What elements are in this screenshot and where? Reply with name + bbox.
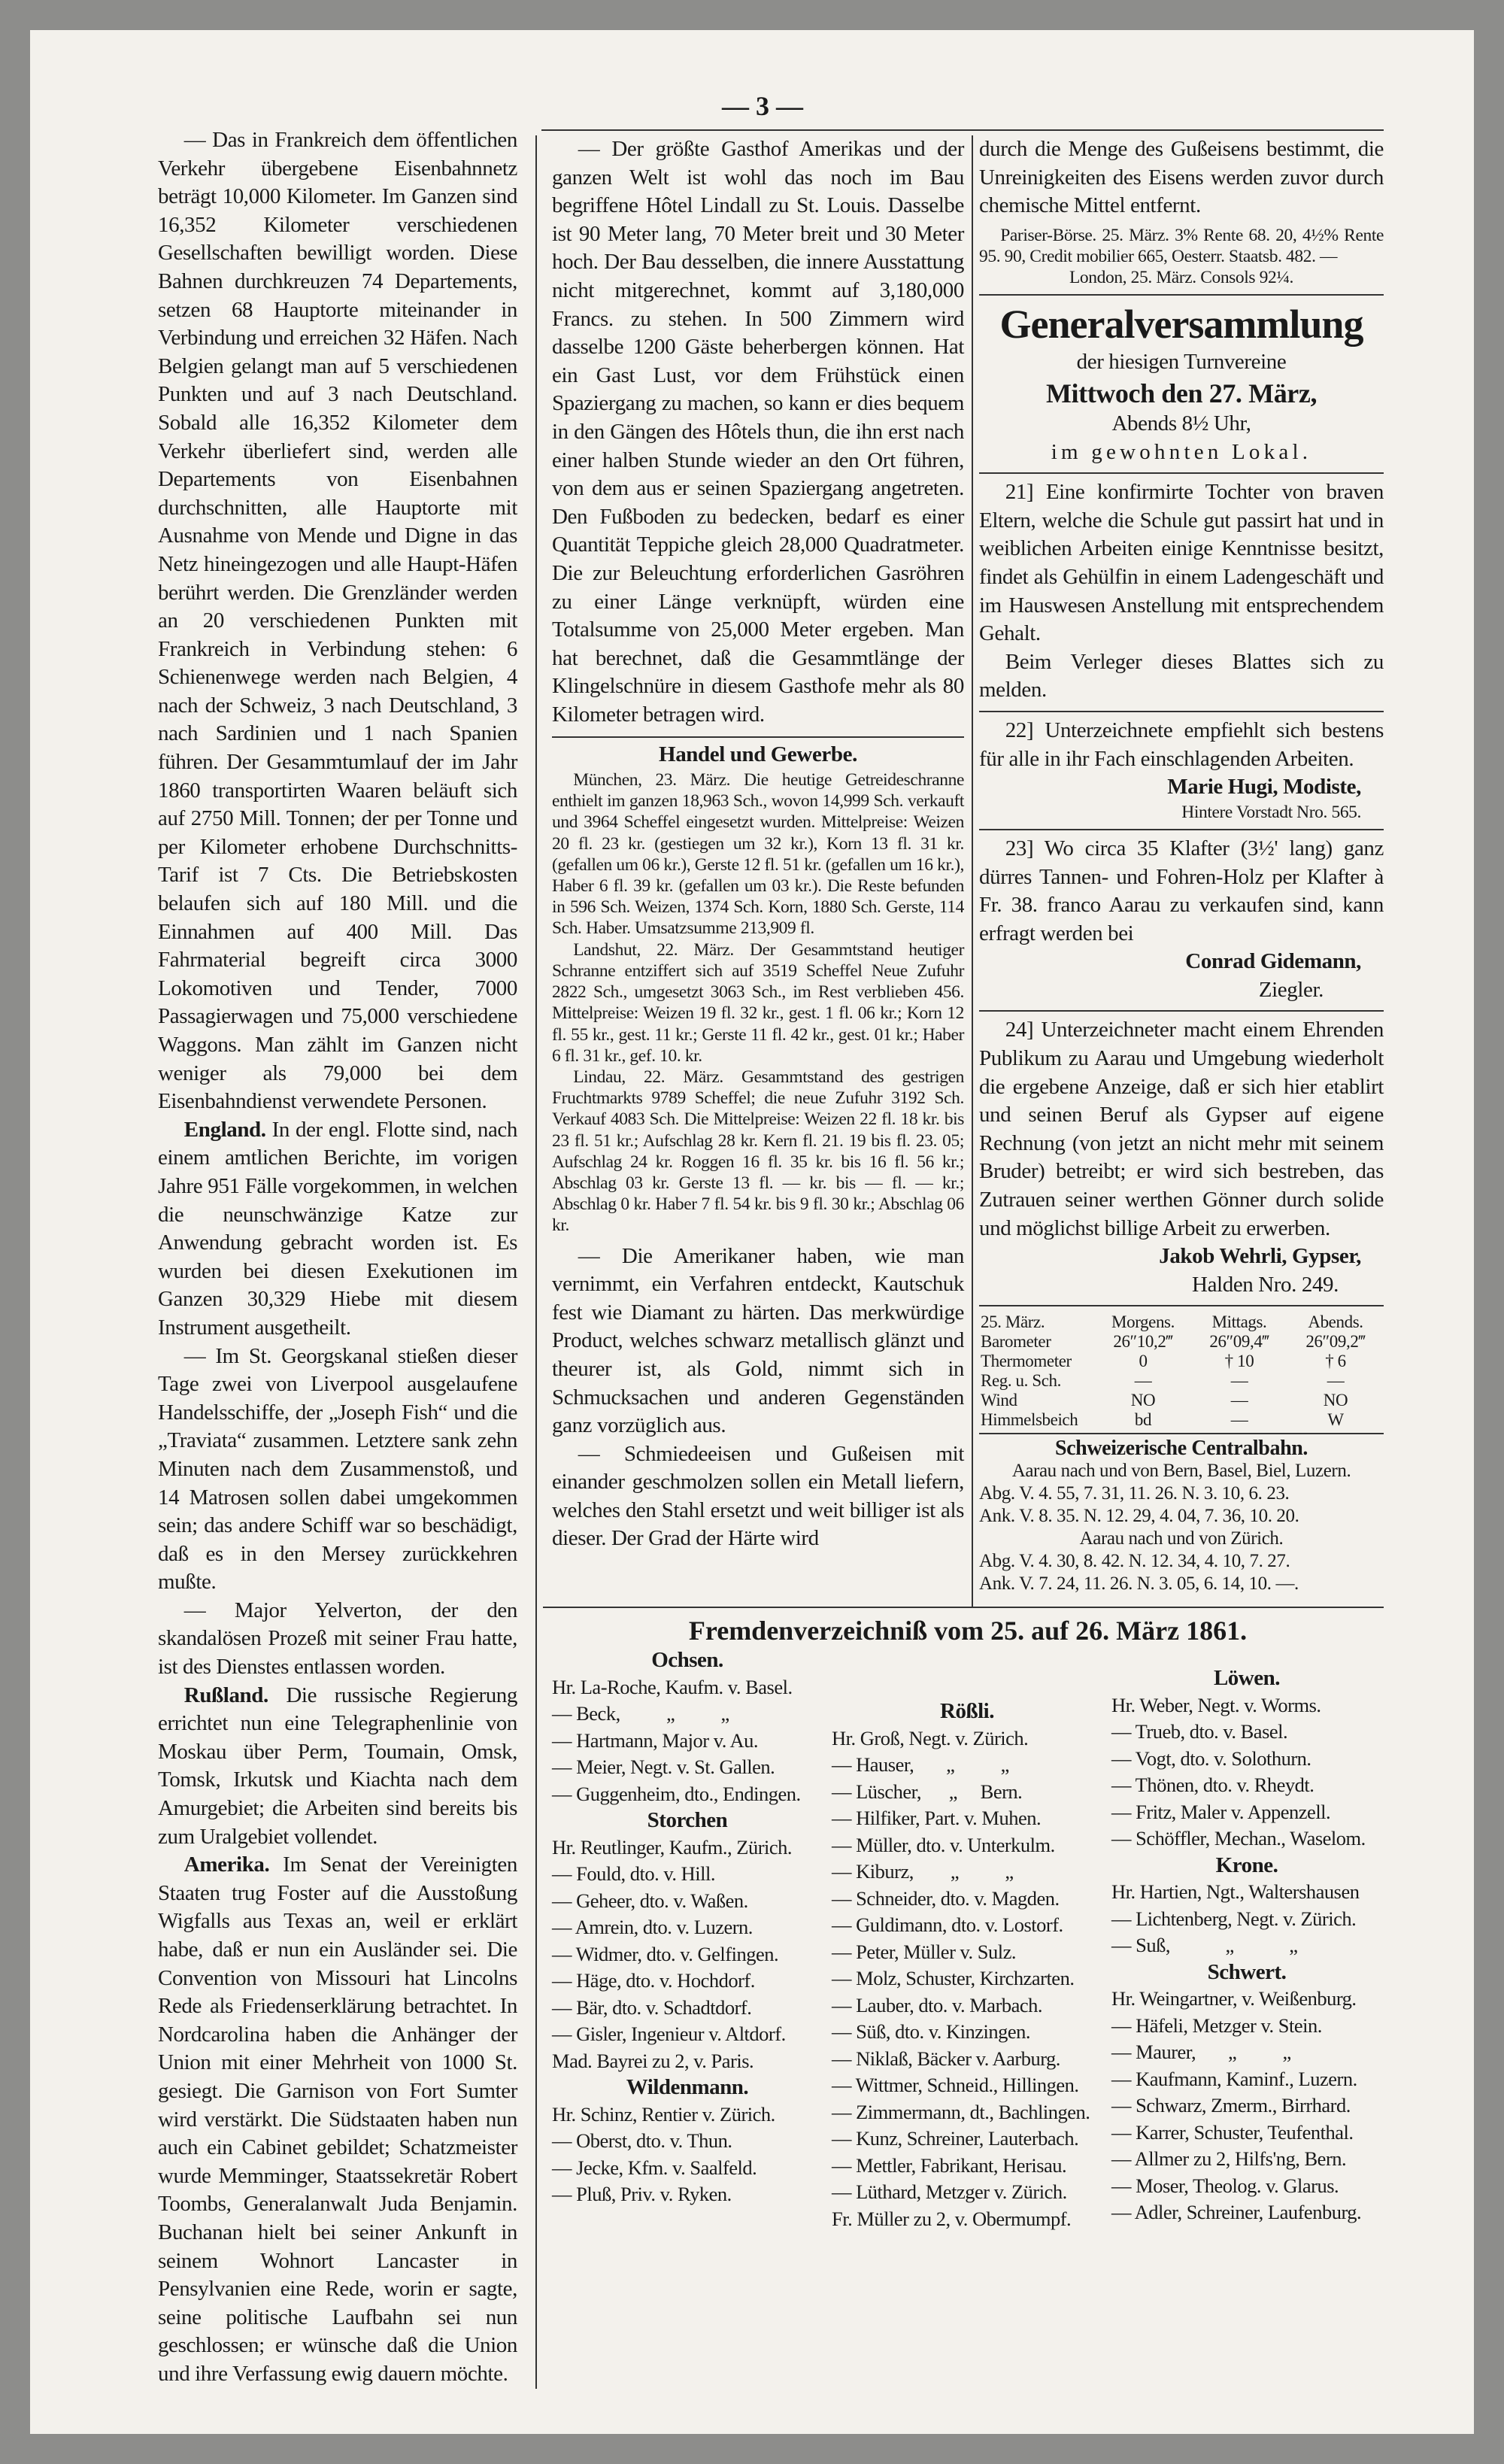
- guest-entry: — Süß, dto. v. Kinzingen.: [832, 2020, 1031, 2043]
- guest-entry: — Allmer zu 2, Hilfs'ng, Bern.: [1111, 2147, 1347, 2170]
- rail-route: Aarau nach und von Zürich.: [1079, 1528, 1284, 1549]
- cell: 26″09,4‴: [1209, 1332, 1269, 1352]
- rail-arrivals: Ank. V. 7. 24, 11. 26. N. 3. 05, 6. 14, 10. —.: [979, 1573, 1299, 1595]
- hotel-heading: Ochsen.: [651, 1648, 723, 1672]
- article-georgskanal: — Im St. Georgskanal stießen dieser Tage zwei von Liverpool ausgelaufene Handelsschiffe, der „Joseph Fish“ und die „Traviata“ zusammen. Letztere sank zehn Minuten nach dem Zusammenstoß, und 14 Matrosen sollen dabei umgekommen sein; das andere Schiff war so beschädigt, daß es in den Mersey zurückkehren mußte.: [158, 1343, 517, 1595]
- guest-entry: — Lüscher, „ Bern.: [832, 1780, 1023, 1803]
- ad-title: Generalversammlung: [999, 302, 1363, 347]
- cell: † 6: [1325, 1352, 1346, 1371]
- guest-entry: — Niklaß, Bäcker v. Aarburg.: [832, 2047, 1060, 2070]
- guest-entry: — Bär, dto. v. Schadtdorf.: [552, 1995, 752, 2019]
- hotel-heading: Rößli.: [940, 1699, 994, 1723]
- guest-column: [1111, 1665, 1382, 2226]
- guest-entry: — Hartmann, Major v. Au.: [552, 1728, 759, 1752]
- column-divider-2: [972, 135, 973, 1607]
- header-cell: Mittags.: [1211, 1312, 1267, 1332]
- weather-row: [979, 1332, 1384, 1352]
- column-3: [979, 135, 1384, 1595]
- guest-entry: — Schwarz, Zmerm., Birrhard.: [1111, 2094, 1351, 2117]
- hotel-heading: Schwert.: [1207, 1959, 1287, 1984]
- guest-column: [552, 1647, 823, 2208]
- guest-entry: — Beck, „ „: [552, 1702, 729, 1725]
- guest-entry: — Guggenheim, dto., Endingen.: [552, 1782, 801, 1805]
- guest-entry: Hr. Reutlinger, Kaufm., Zürich.: [552, 1835, 793, 1859]
- guest-entry: — Molz, Schuster, Kirchzarten.: [832, 1967, 1075, 1989]
- cell: —: [1230, 1410, 1248, 1430]
- cell: W: [1327, 1410, 1344, 1430]
- ad-24: [979, 1012, 1384, 1306]
- fremden-title: Fremdenverzeichniß vom 25. auf 26. März 1861.: [688, 1616, 1248, 1646]
- ad-signature: Marie Hugi, Modiste,: [1167, 775, 1361, 800]
- article-schmiedeeisen: — Schmiedeeisen und Gußeisen mit einander geschmolzen sollen ein Metall liefern, welches den Stahl ersetzt und weit billiger ist als dieser. Der Grad der Härte wird: [552, 1441, 964, 1551]
- fremden-rule: [543, 1607, 1384, 1608]
- cell: † 10: [1224, 1352, 1254, 1371]
- guest-entry: — Kunz, Schreiner, Lauterbach.: [832, 2127, 1079, 2150]
- guest-entry: — Wittmer, Schneid., Hillingen.: [832, 2074, 1079, 2096]
- article-text: Im Senat der Vereinigten Staaten trug Foster auf die Ausstoßung Wigfalls aus Texas an, weil er erklärt habe, daß er nun ein Ausländer sei. Die Convention von Missouri hat Lincolns Rede als Friedenserklärung betrachtet. In Nordcarolina haben die Anhänger der Union mit einer Mehrheit von 1000 St. gesiegt. Die Garnison von Fort Sumter wird verstärkt. Die Südstaaten haben nun auch ein Cabinet gebildet; Schatzmeister wurde Memminger, Staatssekretär Robert Toombs, Generalanwalt Juda Benjamin. Buchanan hielt bei seiner Ankunft in seinem Wohnort Lancaster in Pensylvanien eine Rede, worin er sagte, seine politische Laufbahn sei nun geschlossen; er wünsche daß die Union und ihre Verfassung ewig dauern möchte.: [158, 1853, 517, 2386]
- rail-departures: Abg. V. 4. 55, 7. 31, 11. 26. N. 3. 10, 6. 23.: [979, 1483, 1290, 1504]
- hotel-heading: Krone.: [1215, 1853, 1278, 1877]
- header-cell: 25. März.: [981, 1312, 1045, 1332]
- page-number: — 3 —: [722, 91, 803, 121]
- cell: 26″09,2‴: [1305, 1332, 1366, 1352]
- guest-entry: — Thönen, dto. v. Rheydt.: [1111, 1774, 1314, 1796]
- header-rule: [541, 129, 1384, 131]
- article-yelverton: — Major Yelverton, der den skandalösen Prozeß mit seiner Frau hatte, ist des Dienstes entlassen worden.: [158, 1598, 517, 1680]
- fremdenverzeichnis: [552, 1614, 1384, 2232]
- rail-route: Aarau nach und von Bern, Basel, Biel, Luzern.: [1011, 1461, 1351, 1482]
- guest-entry: — Lauber, dto. v. Marbach.: [832, 1993, 1043, 2016]
- ad-text: Beim Verleger dieses Blattes sich zu melden.: [979, 649, 1384, 702]
- weather-header-row: [979, 1312, 1384, 1332]
- guest-entry: — Hilfiker, Part. v. Muhen.: [832, 1807, 1042, 1829]
- article-kautschuk: — Die Amerikaner haben, wie man vernimmt, ein Verfahren entdeckt, Kautschuk fest wie Diamant zu härten. Das merkwürdige Product, welches schwarz metallisch glänzt und theurer ist, als Gold, nimmt sich in Schmucksachen und anderen Gegenständen ganz vorzüglich aus.: [552, 1243, 964, 1438]
- guest-entry: — Müller, dto. v. Unterkulm.: [832, 1833, 1055, 1856]
- country-heading: Rußland.: [183, 1683, 268, 1707]
- guest-entry: — Peter, Müller v. Sulz.: [832, 1940, 1017, 1963]
- guest-entry: Hr. Groß, Negt. v. Zürich.: [832, 1726, 1029, 1749]
- column-2: [552, 135, 964, 1553]
- country-heading: Amerika.: [183, 1853, 270, 1877]
- article-england: [158, 1116, 517, 1343]
- ad-time: Abends 8½ Uhr,: [1111, 411, 1251, 435]
- cell: NO: [1130, 1391, 1156, 1410]
- ad-text: 24] Unterzeichneter macht einem Ehrenden Publikum zu Aarau und Umgebung wiederholt die ergebene Anzeige, daß er sich hier etablirt und seinen Beruf als Gypser auf eigene Rechnung (von jetzt an nicht mehr mit seinem Bruder) betreibt; er wird sich bestreben, das Zutrauen seiner werthen Gönner durch solide und möglichst billige Arbeit zu erwerben.: [979, 1018, 1384, 1240]
- country-heading: England.: [183, 1117, 266, 1142]
- guest-entry: — Lichtenberg, Negt. v. Zürich.: [1111, 1907, 1357, 1930]
- ad-address: Hintere Vorstadt Nro. 565.: [1181, 802, 1361, 822]
- market-muenchen: München, 23. März. Die heutige Getreideschranne enthielt im ganzen 18,963 Sch., wovon 14,999 Sch. verkauft und 3964 Scheffel eingesetzt wurden. Mittelpreise: Weizen 20 fl. 23 kr. (gestiegen um 32 kr.), Korn 13 fl. 31 kr. (gefallen um 06 kr.), Gerste 12 fl. 51 kr. (gefallen um 16 kr.), Haber 6 fl. 39 kr. (gefallen um 03 kr.). Die Reste befunden in 596 Sch. Weizen, 1374 Sch. Korn, 1880 Sch. Gerste, 114 Sch. Haber. Umsatzsumme 213,909 fl.: [552, 770, 964, 939]
- guest-entry: — Kaufmann, Kaminf., Luzern.: [1111, 2067, 1357, 2090]
- guest-entry: — Häfeli, Metzger v. Stein.: [1111, 2013, 1322, 2037]
- guest-entry: — Mettler, Fabrikant, Herisau.: [832, 2153, 1067, 2177]
- cell: —: [1230, 1391, 1248, 1410]
- ad-place: im gewohnten Lokal.: [1051, 439, 1312, 464]
- guest-entry: — Maurer, „ „: [1111, 2041, 1291, 2063]
- guest-entry: — Oberst, dto. v. Thun.: [552, 2129, 732, 2152]
- cell: —: [1134, 1371, 1152, 1391]
- guest-entry: Hr. Weingartner, v. Weißenburg.: [1111, 1987, 1357, 2010]
- hotel-heading: Wildenmann.: [626, 2075, 749, 2099]
- article-russland: [158, 1682, 517, 1852]
- guest-entry: — Gisler, Ingenieur v. Altdorf.: [552, 2022, 786, 2045]
- guest-entry: — Hauser, „ „: [832, 1753, 1009, 1776]
- hotel-heading: Löwen.: [1213, 1666, 1281, 1690]
- guest-entry: — Pluß, Priv. v. Ryken.: [552, 2183, 732, 2205]
- rail-arrivals: Ank. V. 8. 35. N. 12. 29, 4. 04, 7. 36, 10. 20.: [979, 1506, 1299, 1527]
- guest-entry: — Karrer, Schuster, Teufenthal.: [1111, 2120, 1354, 2144]
- ad-date: Mittwoch den 27. März,: [1045, 378, 1318, 408]
- guest-entry: Hr. La-Roche, Kaufm. v. Basel.: [552, 1675, 793, 1698]
- ad-text: 21] Eine konfirmirte Tochter von braven Eltern, welche die Schule gut passirt hat und in weiblichen Arbeiten einige Kenntnisse besitzt, findet als Gehülfin in einem Ladengeschäft und im Hauswesen Anstellung mit entsprechendem Gehalt.: [979, 480, 1384, 646]
- guest-entry: — Fritz, Maler v. Appenzell.: [1111, 1800, 1331, 1823]
- weather-row: [979, 1371, 1384, 1391]
- market-lindau: Lindau, 22. März. Gesammtstand des gestrigen Fruchtmarkts 9789 Scheffel; die neue Zufuhr 3192 Sch. Verkauf 4083 Sch. Die Mittelpreise: Weizen 22 fl. 18 kr. bis 23 fl. 51 kr.; Aufschlag 28 kr. Kern fl. 21. 19 bis fl. 23. 05; Aufschlag 24 kr. Roggen 16 fl. 35 kr. bis 16 fl. 56 kr.; Abschlag 03 kr. Gerste 13 fl. — kr. bis — fl. — kr.; Abschlag 0 kr. Haber 7 fl. 54 kr. bis 9 fl. 30 kr.; Abschlag 06 kr.: [552, 1067, 964, 1236]
- guest-entry: — Schneider, dto. v. Magden.: [832, 1886, 1060, 1910]
- boerse-london: London, 25. März. Consols 92¼.: [1069, 268, 1294, 288]
- column-1: [158, 126, 517, 2389]
- cell: —: [1230, 1371, 1248, 1391]
- article-amerika: [158, 1851, 517, 2388]
- section-rule: [552, 736, 964, 738]
- ad-text: 23] Wo circa 35 Klafter (3½' lang) ganz dürres Tannen- und Fohren-Holz per Klafter à Fr. 38. franco Aarau zu verkaufen sind, kann erfragt werden bei: [979, 836, 1384, 945]
- guest-entry: Hr. Hartien, Ngt., Waltershausen: [1111, 1880, 1360, 1903]
- ad-23: [979, 830, 1384, 1012]
- article-hotel-lindall: — Der größte Gasthof Amerikas und der ganzen Welt ist wohl das noch im Bau begriffene Hôtel Lindall zu St. Louis. Dasselbe ist 90 Meter lang, 70 Meter breit und 30 Meter hoch. Der Bau desselben, die innere Ausstattung nicht mitgerechnet, kommt auf 3,180,000 Francs. zu stehen. In 500 Zimmern wird dasselbe 1200 Gäste beherbergen können. Hat ein Gast Lust, vor dem Frühstück einen Spaziergang zu machen, so kann er dies bequem in den Gängen des Hôtels thun, die ihn erst nach einer halben Stunde wieder an den Ort führen, von dem aus er seinen Spaziergang angetreten. Den Fußboden zu bedecken, bedarf es einer Quantität Teppiche gleich 28,000 Quadratmeter. Die zur Beleuchtung erforderlichen Gasröhren zu einer Länge verknüpft, würden eine Totalsumme von 25,000 Meter ergeben. Man hat berechnet, daß die Gesammtlänge der Klingelschnüre in diesem Gasthofe mehr als 80 Kilometer betragen wird.: [552, 137, 964, 727]
- cell: —: [1327, 1371, 1345, 1391]
- guest-entry: — Jecke, Kfm. v. Saalfeld.: [552, 2156, 757, 2179]
- cell: bd: [1134, 1410, 1152, 1430]
- guest-entry: — Kiburz, „ „: [832, 1860, 1014, 1883]
- ad-signature: Conrad Gidemann,: [1185, 949, 1361, 974]
- guest-entry: Fr. Müller zu 2, v. Obermumpf.: [832, 2207, 1072, 2230]
- guest-entry: — Trueb, dto. v. Basel.: [1111, 1720, 1288, 1743]
- cell: Himmelsbeich: [981, 1410, 1078, 1430]
- guest-entry: Mad. Bayrei zu 2, v. Paris.: [552, 2049, 754, 2072]
- ad-text: 22] Unterzeichnete empfiehlt sich bestens für alle in ihr Fach einschlagenden Arbeiten.: [979, 718, 1384, 771]
- cell: Thermometer: [981, 1352, 1072, 1371]
- guest-entry: — Amrein, dto. v. Luzern.: [552, 1916, 753, 1938]
- cell: 0: [1139, 1352, 1148, 1371]
- section-heading-handel: Handel und Gewerbe.: [659, 742, 857, 767]
- rail-title: Schweizerische Centralbahn.: [1054, 1437, 1308, 1461]
- rail-timetable: [979, 1437, 1384, 1595]
- hotel-heading: Storchen: [647, 1808, 728, 1832]
- article-text: Die russische Regierung errichtet nun eine Telegraphenlinie von Moskau über Perm, Toumain, Omsk, Tomsk, Irkutsk und Kiachta nach dem Amurgebiet; die Arbeiten sind bereits bis zum Uralgebiet vollendet.: [158, 1683, 517, 1849]
- guest-entry: — Schöffler, Mechan., Waselom.: [1111, 1827, 1366, 1850]
- ad-signature: Jakob Wehrli, Gypser,: [1159, 1244, 1361, 1269]
- column-divider-1: [535, 135, 537, 2389]
- guest-entry: — Geheer, dto. v. Waßen.: [552, 1889, 748, 1912]
- weather-row: [979, 1352, 1384, 1371]
- guest-entry: — Meier, Negt. v. St. Gallen.: [552, 1755, 775, 1778]
- guest-entry: Hr. Schinz, Rentier v. Zürich.: [552, 2102, 775, 2126]
- ad-22: [979, 712, 1384, 830]
- article-continuation: durch die Menge des Gußeisens bestimmt, die Unreinigkeiten des Eisens werden zuvor durch chemische Mittel entfernt.: [979, 137, 1384, 218]
- weather-row: [979, 1410, 1384, 1430]
- ad-address: Halden Nro. 249.: [1192, 1272, 1339, 1297]
- market-landshut: Landshut, 22. März. Der Gesammtstand heutiger Schranne entziffert sich auf 3519 Scheffel Neue Zufuhr 2822 Sch., umgesetzt 3063 Sch., im Rest verblieben 456. Mittelpreise: Weizen 19 fl. 32 kr., gest. 1 fl. 06 kr.; Korn 12 fl. 55 kr., gest. 11 kr.; Gerste 11 fl. 42 kr., gest. 01 kr.; Haber 6 fl. 31 kr., gef. 10. kr.: [552, 939, 964, 1066]
- ad-occupation: Ziegler.: [1258, 977, 1324, 1002]
- guest-columns: [552, 1647, 1384, 2232]
- guest-entry: — Adler, Schreiner, Laufenburg.: [1111, 2201, 1362, 2223]
- article-france-railways: — Das in Frankreich dem öffentlichen Verkehr übergebene Eisenbahnnetz beträgt 10,000 Kilometer. Im Ganzen sind 16,352 Kilometer verschiedenen Gesellschaften bewilligt worden. Diese Bahnen durchkreuzen 74 Departements, setzen 68 Hauptorte miteinander in Verbindung und erreichen 32 Häfen. Nach Belgien gelangt man auf 5 verschiedenen Punkten und auf 3 nach Deutschland. Sobald alle 16,352 Kilometer dem Verkehr überliefert sind, werden alle Departements von Eisenbahnen durchschnitten, alle Hauptorte mit Ausnahme von Mende und Digne in das Netz hineingezogen und alle Haupt-Häfen berührt werden. Die Grenzländer werden an 20 verschiedenen Punkten mit Frankreich in Verbindung stehen: 6 Schienenwege werden nach Belgien, 4 nach der Schweiz, 3 nach Deutschland, 3 nach Sardinien und 1 nach Spanien führen. Der Gesammtumlauf der im Jahr 1860 transportirten Waaren beläuft sich auf 2750 Mill. Tonnen; der per Tonne und per Kilometer erhobene Durchschnitts-Tarif ist 7 Cts. Die Betriebskosten belaufen sich auf 180 Mill. und die Einnahmen auf 400 Mill. Das Fahrmaterial begreift circa 3000 Lokomotiven und Tender, 7000 Passagierwagen und 75,000 verschiedene Waggons. Man zählt im Ganzen nicht weniger als 79,000 bei dem Eisenbahndienst verwendete Personen.: [158, 128, 517, 1114]
- guest-entry: — Widmer, dto. v. Gelfingen.: [552, 1942, 779, 1965]
- boerse-paris: Pariser-Börse. 25. März. 3% Rente 68. 20, 4½% Rente 95. 90, Credit mobilier 665, Oesterr. Staatsb. 482. —: [979, 225, 1384, 266]
- cell: Reg. u. Sch.: [981, 1371, 1061, 1391]
- ad-generalversammlung: [979, 296, 1384, 474]
- cell: 26″10,2‴: [1113, 1332, 1173, 1352]
- guest-entry: — Zimmermann, dt., Bachlingen.: [832, 2100, 1090, 2123]
- header-cell: Abends.: [1308, 1312, 1363, 1332]
- cell: Barometer: [981, 1332, 1051, 1352]
- guest-entry: — Suß, „ „: [1111, 1934, 1298, 1956]
- cell: Wind: [981, 1391, 1017, 1410]
- guest-entry: — Moser, Theolog. v. Glarus.: [1111, 2174, 1339, 2197]
- article-text: In der engl. Flotte sind, nach einem amtlichen Berichte, im vorigen Jahre 951 Fälle vorgekommen, in welchen die neunschwänzige Katze zur Anwendung gebracht worden ist. Es wurden bei diesen Exekutionen im Ganzen 30,329 Hiebe mit diesem Instrument ausgetheilt.: [158, 1117, 517, 1340]
- header-cell: Morgens.: [1111, 1312, 1175, 1332]
- ad-21: [979, 474, 1384, 712]
- weather-table: [979, 1312, 1384, 1430]
- guest-entry: — Fould, dto. v. Hill.: [552, 1862, 715, 1885]
- guest-entry: — Häge, dto. v. Hochdorf.: [552, 1969, 755, 1992]
- guest-entry: — Guldimann, dto. v. Lostorf.: [832, 1913, 1063, 1936]
- guest-column: [832, 1698, 1102, 2232]
- rule: [979, 1433, 1384, 1434]
- guest-entry: Hr. Weber, Negt. v. Worms.: [1111, 1693, 1321, 1716]
- guest-entry: — Vogt, dto. v. Solothurn.: [1111, 1746, 1311, 1770]
- guest-entry: — Lüthard, Metzger v. Zürich.: [832, 2180, 1067, 2203]
- ad-line: der hiesigen Turnvereine: [1076, 350, 1287, 375]
- rail-departures: Abg. V. 4. 30, 8. 42. N. 12. 34, 4. 10, 7. 27.: [979, 1551, 1290, 1572]
- weather-row: [979, 1391, 1384, 1410]
- cell: NO: [1323, 1391, 1348, 1410]
